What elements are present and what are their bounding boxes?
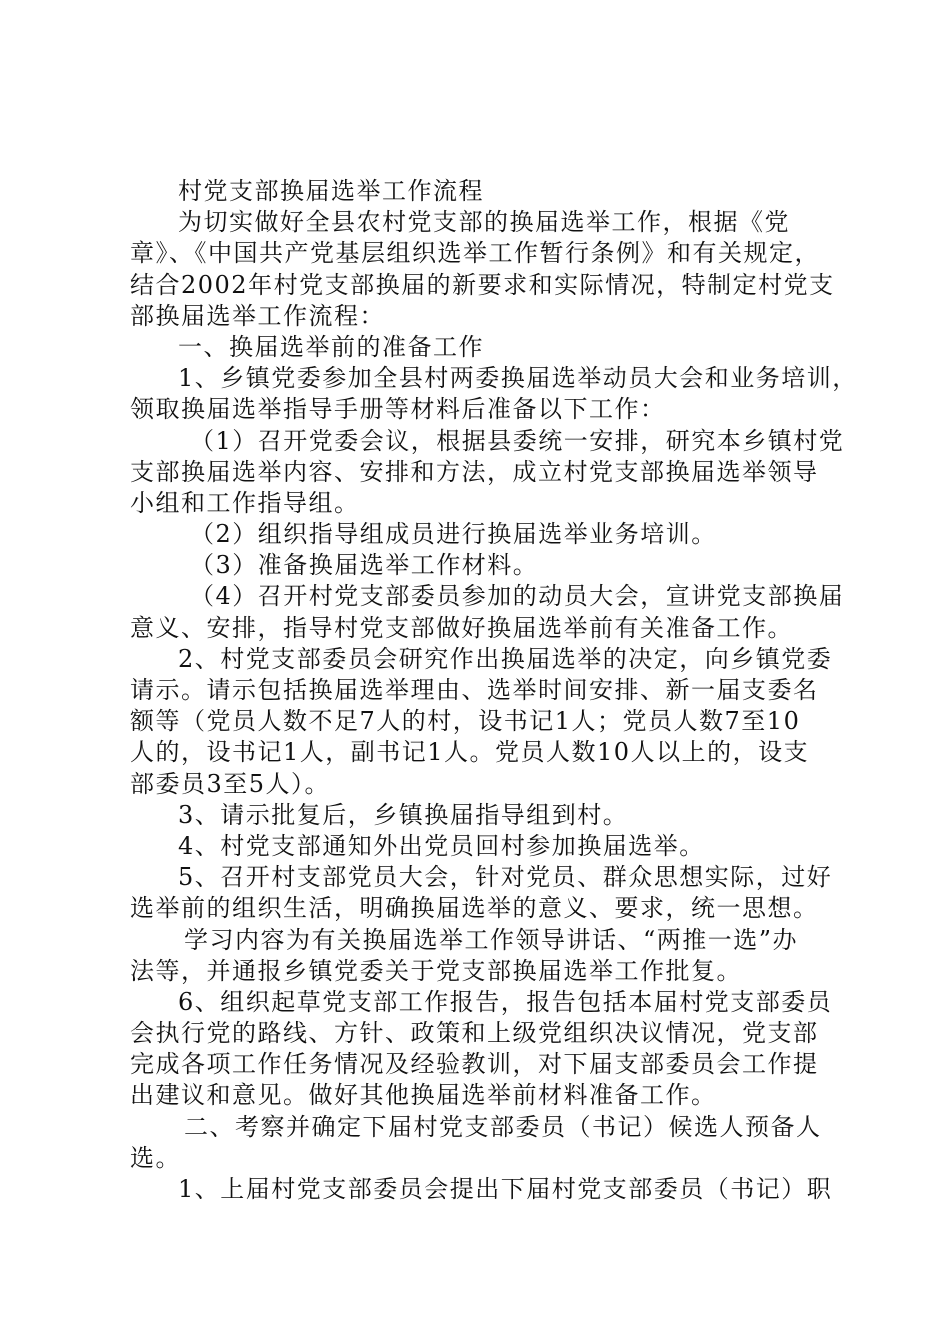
paragraph-line: 支部换届选举内容、安排和方法，成立村党支部换届选举领导 [130,457,819,486]
paragraph-line: （2）组织指导组成员进行换届选举业务培训。 [190,520,717,549]
paragraph-line: 小组和工作指导组。 [130,488,360,517]
paragraph-line: （3）准备换届选举工作材料。 [190,551,539,580]
paragraph-line: 部委员3至5人）。 [130,769,331,798]
paragraph-line: 选举前的组织生活，明确换届选举的意义、要求，统一思想。 [130,894,819,923]
paragraph-line: （1）召开党委会议，根据县委统一安排，研究本乡镇村党 [190,426,845,455]
paragraph-line: 部换届选举工作流程： [130,301,385,330]
paragraph-line: 额等（党员人数不足7人的村，设书记1人；党员人数7至10 [130,707,801,736]
paragraph-line: 结合2002年村党支部换届的新要求和实际情况，特制定村党支 [130,270,835,299]
document-title: 村党支部换届选举工作流程 [178,177,484,205]
paragraph-line: 6、组织起草党支部工作报告，报告包括本届村党支部委员 [178,987,833,1016]
section-heading: 二、考察并确定下届村党支部委员（书记）候选人预备人 [184,1112,822,1141]
paragraph-line: 完成各项工作任务情况及经验教训，对下届支部委员会工作提 [130,1050,819,1079]
paragraph-line: 人的，设书记1人，副书记1人。党员人数10人以上的，设支 [130,738,810,767]
paragraph-line: 1、乡镇党委参加全县村两委换届选举动员大会和业务培训， [178,364,858,393]
paragraph-line: 5、召开村支部党员大会，针对党员、群众思想实际，过好 [178,863,833,892]
paragraph-line: 学习内容为有关换届选举工作领导讲话、“两推一选”办 [184,925,799,954]
paragraph-line: 1、上届村党支部委员会提出下届村党支部委员（书记）职 [178,1175,833,1203]
paragraph-line: 3、请示批复后，乡镇换届指导组到村。 [178,800,629,829]
paragraph-line: （4）召开村党支部委员参加的动员大会，宣讲党支部换届 [190,582,845,611]
paragraph-line: 出建议和意见。做好其他换届选举前材料准备工作。 [130,1081,717,1110]
paragraph-line: 4、村党支部通知外出党员回村参加换届选举。 [178,831,705,860]
paragraph-line: 为切实做好全县农村党支部的换届选举工作，根据《党 [178,208,790,237]
document-body [130,176,858,1205]
section-heading: 一、换届选举前的准备工作 [178,332,484,361]
paragraph-line: 选。 [130,1143,181,1172]
paragraph-line: 2、村党支部委员会研究作出换届选举的决定，向乡镇党委 [178,644,833,673]
paragraph-line: 会执行党的路线、方针、政策和上级党组织决议情况，党支部 [130,1019,819,1048]
paragraph-line: 意义、安排，指导村党支部做好换届选举前有关准备工作。 [130,613,793,642]
paragraph-line: 领取换届选举指导手册等材料后准备以下工作： [130,395,666,424]
paragraph-line: 请示。请示包括换届选举理由、选举时间安排、新一届支委名 [130,676,819,704]
paragraph-line: 法等，并通报乡镇党委关于党支部换届选举工作批复。 [130,956,742,985]
paragraph-line: 章》、《中国共产党基层组织选举工作暂行条例》和有关规定， [130,239,820,268]
